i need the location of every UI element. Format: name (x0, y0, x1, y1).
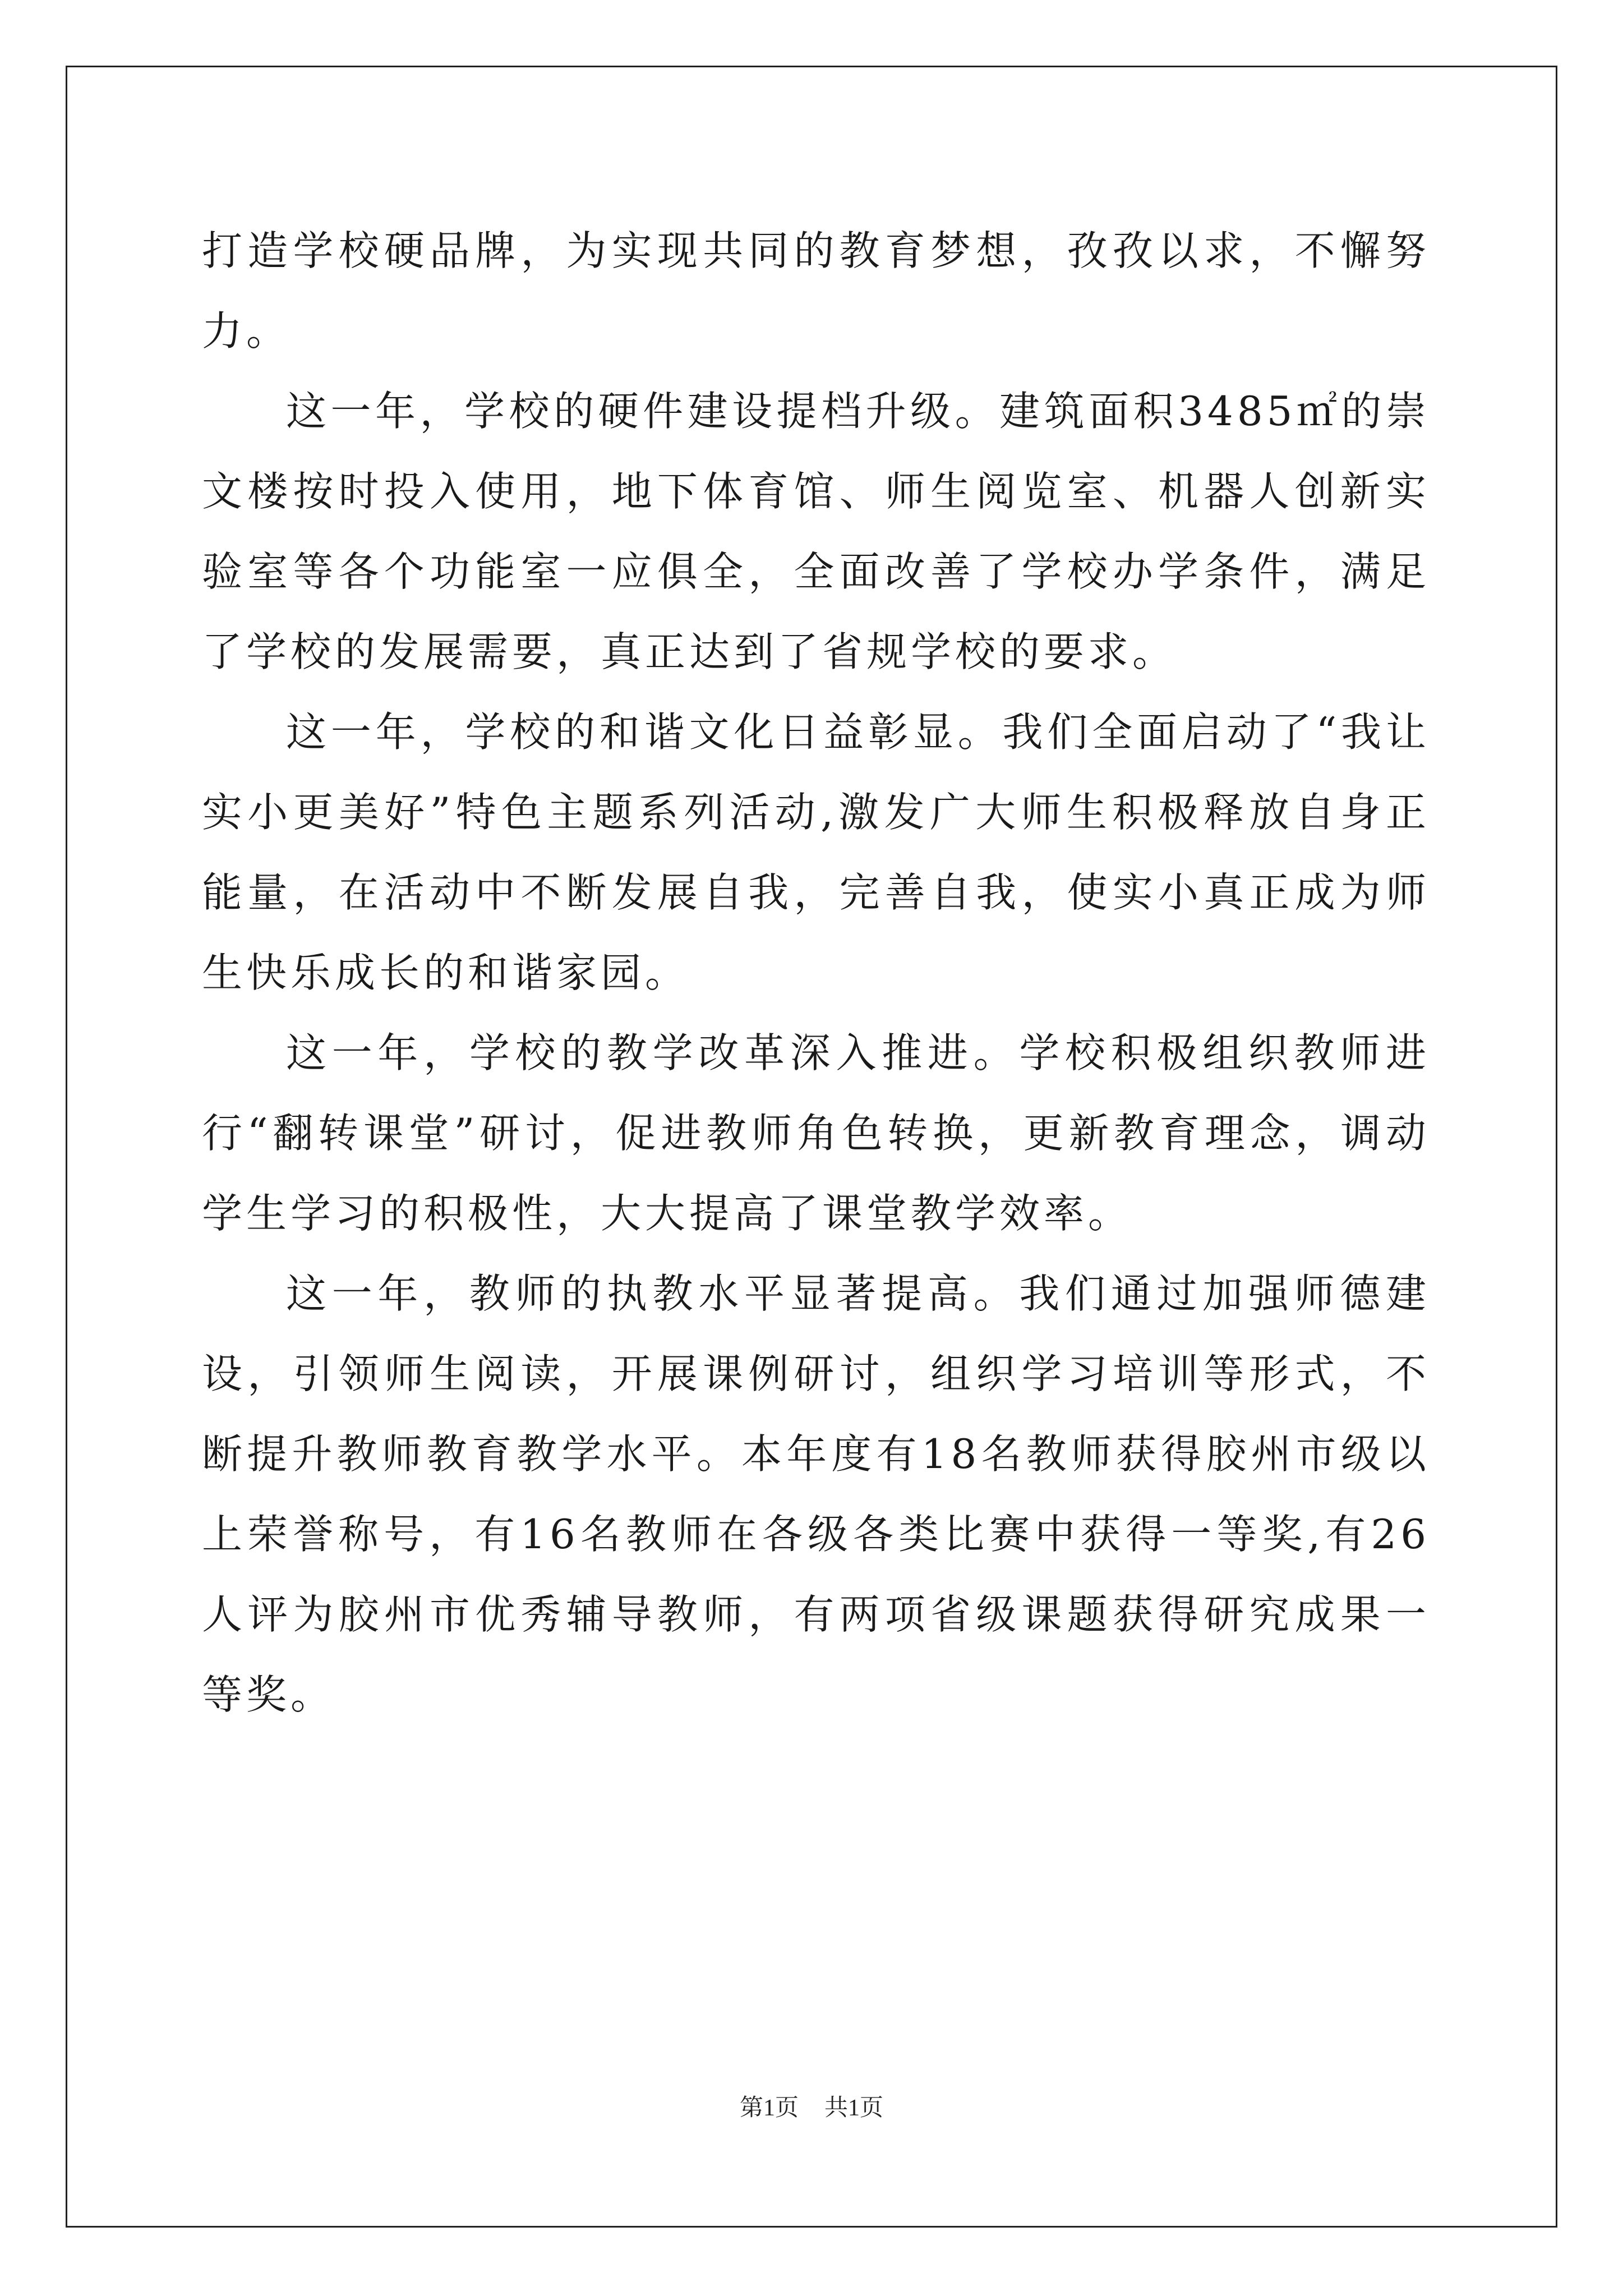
paragraph-4: 这一年，学校的教学改革深入推进。学校积极组织教师进行“翻转课堂”研讨，促进教师角色转换，更新教育理念，调动学生学习的积极性，大大提高了课堂教学效率。 (202, 1029, 1430, 1237)
document-body (202, 211, 1430, 1735)
paragraph-1: 打造学校硬品牌，为实现共同的教育梦想，孜孜以求，不懈努力。 (202, 227, 1430, 355)
paragraph-2: 这一年，学校的硬件建设提档升级。建筑面积3485㎡的崇文楼按时投入使用，地下体育馆、师生阅览室、机器人创新实验室等各个功能室一应俱全，全面改善了学校办学条件，满足了学校的发展需要，真正达到了省规学校的要求。 (202, 388, 1430, 675)
page-number-current: 第1页 (739, 2095, 799, 2121)
paragraph-3: 这一年，学校的和谐文化日益彰显。我们全面启动了“我让实小更美好”特色主题系列活动,激发广大师生积极释放自身正能量，在活动中不断发展自我，完善自我，使实小真正成为师生快乐成长的和谐家园。 (202, 708, 1430, 996)
paragraph-5: 这一年，教师的执教水平显著提高。我们通过加强师德建设，引领师生阅读，开展课例研讨，组织学习培训等形式，不断提升教师教育教学水平。本年度有18名教师获得胶州市级以上荣誉称号，有16名教师在各级各类比赛中获得一等奖,有26人评为胶州市优秀辅导教师，有两项省级课题获得研究成果一等奖。 (202, 1270, 1430, 1718)
page-footer (0, 2091, 1623, 2125)
page-number-total: 共1页 (824, 2095, 884, 2121)
